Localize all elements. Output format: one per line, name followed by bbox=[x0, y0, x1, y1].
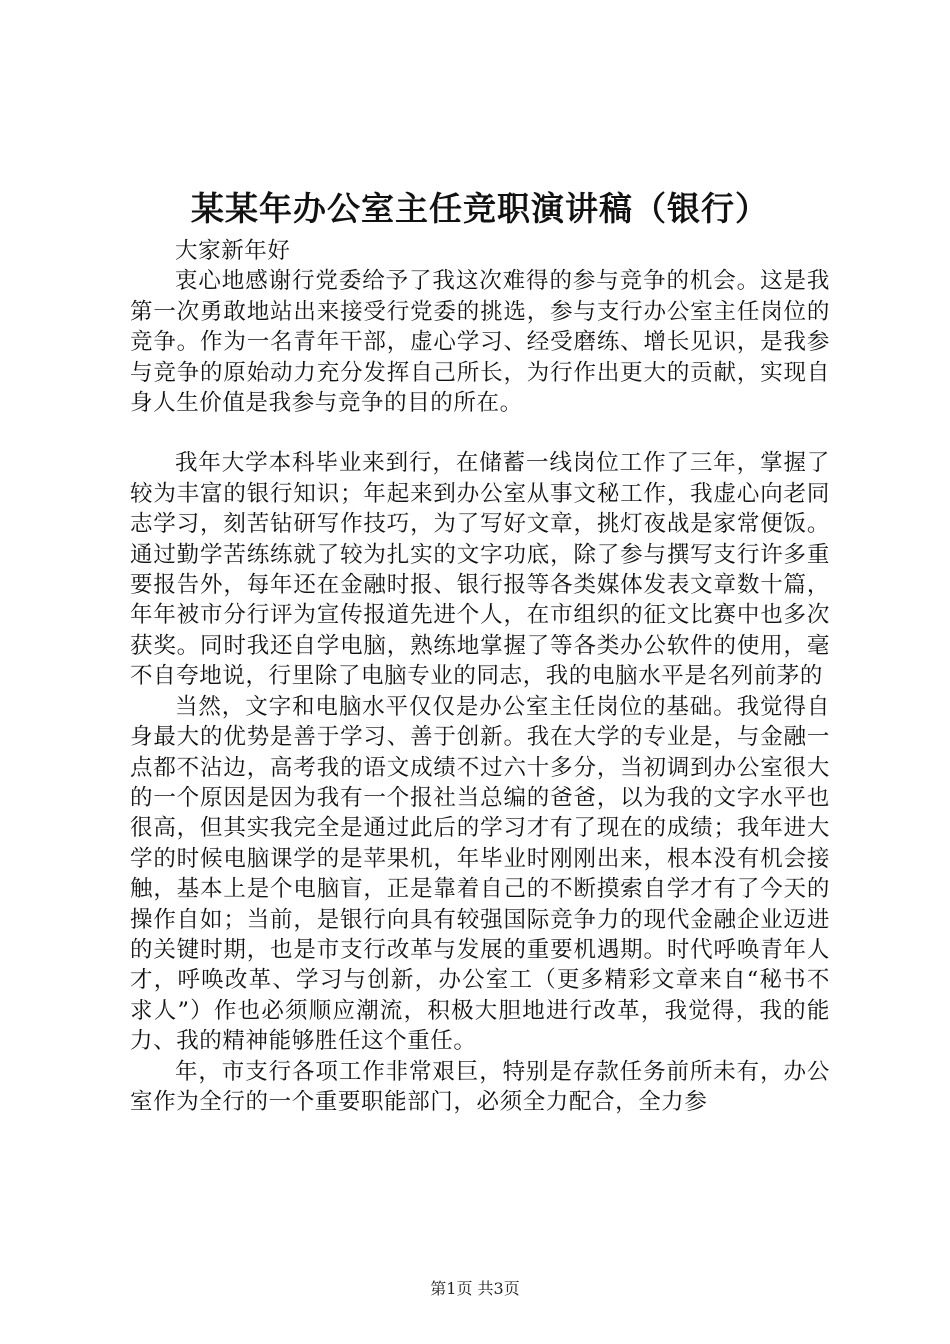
paragraph-strengths: 当然，文字和电脑水平仅仅是办公室主任岗位的基础。我觉得自身最大的优势是善于学习、善于创新。我在大学的专业是，与金融一点都不沾边，高考我的语文成绩不过六十多分，当初调到办公室很大的一个原因是因为我有一个报社当总编的爸爸，以为我的文字水平也很高，但其实我完全是通过此后的学习才有了现在的成绩；我年进大学的时候电脑课学的是苹果机，年毕业时刚刚出来，根本没有机会接触，基本上是个电脑盲，正是靠着自己的不断摸索自学才有了今天的操作自如；当前，是银行向具有较强国际竞争力的现代金融企业迈进的关键时期，也是市支行改革与发展的重要机遇期。时代呼唤青年人才，呼唤改革、学习与创新，办公室工（更多精彩文章来自“秘书不求人”）作也必须顺应潮流，积极大胆地进行改革，我觉得，我的能力、我的精神能够胜任这个重任。 bbox=[130, 693, 830, 1055]
paragraph-experience: 我年大学本科毕业来到行，在储蓄一线岗位工作了三年，掌握了较为丰富的银行知识；年起来到办公室从事文秘工作，我虚心向老同志学习，刻苦钻研写作技巧，为了写好文章，挑灯夜战是家常便饭。通过勤学苦练练就了较为扎实的文字功底，除了参与撰写支行许多重要报告外，每年还在金融时报、银行报等各类媒体发表文章数十篇，年年被市分行评为宣传报道先进个人，在市组织的征文比赛中也多次获奖。同时我还自学电脑，熟练地掌握了等各类办公软件的使用，毫不自夸地说，行里除了电脑专业的同志，我的电脑水平是名列前茅的 bbox=[130, 450, 830, 690]
document-body bbox=[130, 236, 830, 1117]
page-footer: 第1页 共3页 bbox=[430, 1279, 520, 1298]
paragraph-thanks: 衷心地感谢行党委给予了我这次难得的参与竞争的机会。这是我第一次勇敢地站出来接受行党委的挑选，参与支行办公室主任岗位的竞争。作为一名青年干部，虚心学习、经受磨练、增长见识，是我参与竞争的原始动力充分发挥自己所长，为行作出更大的贡献，实现自身人生价值是我参与竞争的目的所在。 bbox=[130, 268, 830, 417]
paragraph-tasks: 年，市支行各项工作非常艰巨，特别是存款任务前所未有，办公室作为全行的一个重要职能部门，必须全力配合，全力参 bbox=[130, 1058, 830, 1115]
paragraph-greeting: 大家新年好 bbox=[175, 238, 291, 264]
document-title: 某某年办公室主任竞职演讲稿（银行） bbox=[191, 189, 769, 228]
